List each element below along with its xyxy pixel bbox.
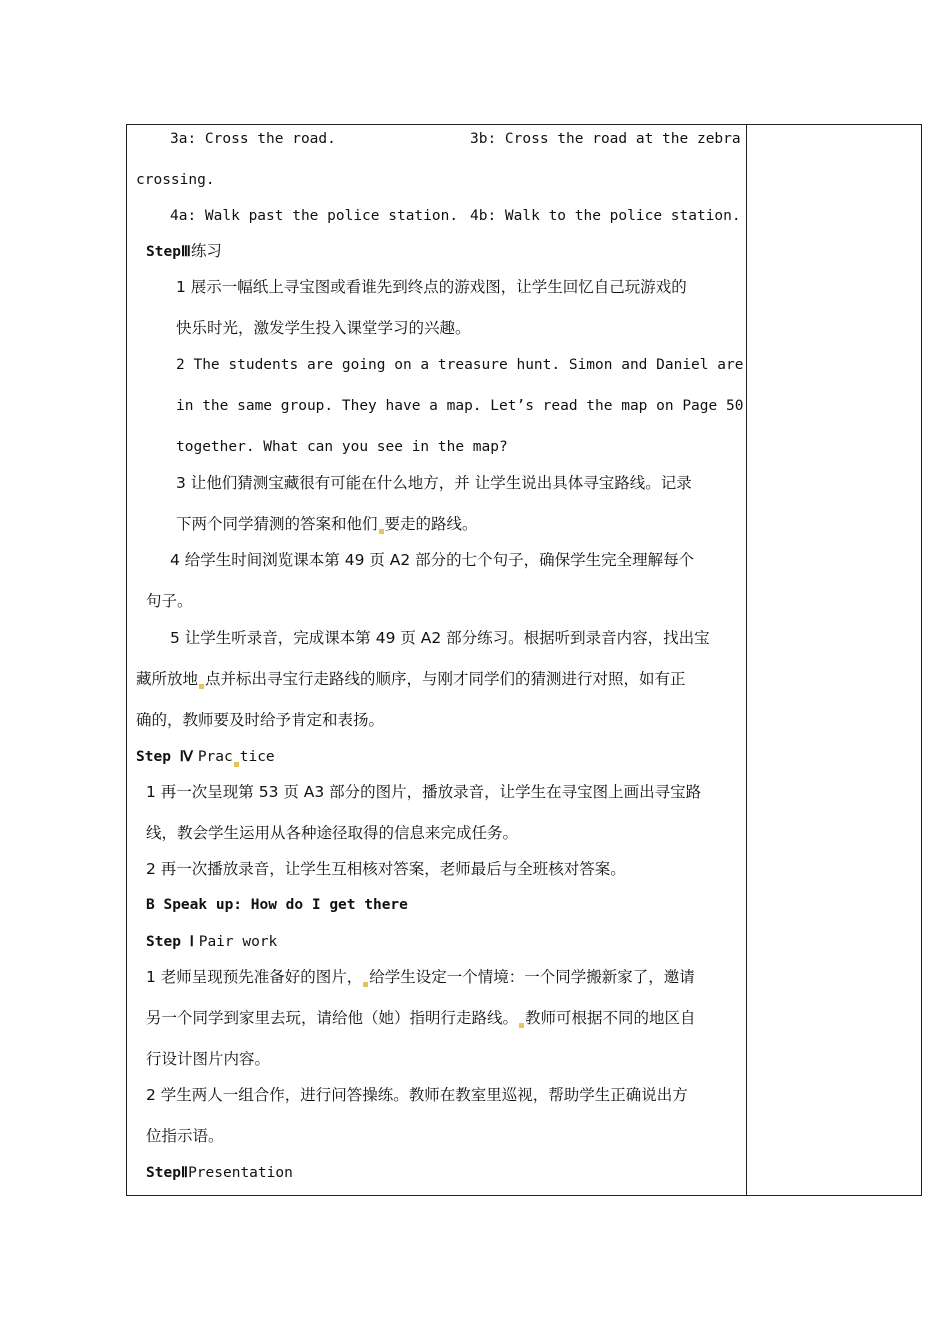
step3-title: 练习 xyxy=(190,242,222,260)
pair-1-line-1b: 给学生设定一个情境：一个同学搬新家了，邀请 xyxy=(369,968,695,986)
step4-title-a: Prac xyxy=(197,749,233,765)
paragraph-2-line-2: in the same group. They have a map. Let’s read the map on Page 50 xyxy=(176,398,744,414)
paragraph-2-line-3: together. What can you see in the map? xyxy=(176,439,508,455)
pair-1-line-2b: 教师可根据不同的地区自 xyxy=(525,1009,696,1027)
edit-mark xyxy=(234,762,239,767)
text-line-4b: 4b: Walk to the police station. xyxy=(470,208,741,224)
edit-mark xyxy=(363,982,368,987)
edit-mark xyxy=(199,684,204,689)
paragraph-3-line-1: 3 让他们猜测宝藏很有可能在什么地方，并 让学生说出具体寻宝路线。记录 xyxy=(176,474,692,492)
paragraph-3-line-2a: 下两个同学猜测的答案和他们 xyxy=(176,515,378,533)
step3-label: StepⅢ xyxy=(146,244,191,260)
step4-label: Step Ⅳ xyxy=(136,749,194,765)
step2-title: Presentation xyxy=(188,1165,293,1181)
paragraph-2-line-1: 2 The students are going on a treasure hunt. Simon and Daniel are xyxy=(176,357,744,373)
text-line-3a: 3a: Cross the road. xyxy=(170,131,336,147)
step1-title: Pair work xyxy=(198,934,278,950)
pair-1-line-2 xyxy=(146,1008,696,1028)
paragraph-4-line-1: 4 给学生时间浏览课本第 49 页 A2 部分的七个句子，确保学生完全理解每个 xyxy=(170,551,695,569)
paragraph-5-line-2a: 藏所放地 xyxy=(136,670,199,688)
paragraph-5-line-1: 5 让学生听录音，完成课本第 49 页 A2 部分练习。根据听到录音内容，找出宝 xyxy=(170,629,710,647)
step3-heading xyxy=(146,241,222,262)
pair-2-line-2: 位指示语。 xyxy=(146,1127,224,1145)
column-divider xyxy=(746,125,747,1195)
practice-1-line-1: 1 再一次呈现第 53 页 A3 部分的图片，播放录音，让学生在寻宝图上画出寻宝路 xyxy=(146,783,702,801)
paragraph-5-line-2 xyxy=(136,669,686,689)
step1-label: Step Ⅰ xyxy=(146,934,194,950)
edit-mark xyxy=(519,1023,524,1028)
text-line-crossing: crossing. xyxy=(136,172,215,188)
pair-1-line-3: 行设计图片内容。 xyxy=(146,1050,271,1068)
paragraph-1-line-1: 1 展示一幅纸上寻宝图或看谁先到终点的游戏图，让学生回忆自己玩游戏的 xyxy=(176,278,687,296)
paragraph-5-line-3: 确的，教师要及时给予肯定和表扬。 xyxy=(136,711,385,729)
text-line-3b: 3b: Cross the road at the zebra xyxy=(470,131,741,147)
practice-2: 2 再一次播放录音，让学生互相核对答案，老师最后与全班核对答案。 xyxy=(146,860,626,878)
pair-1-line-2a: 另一个同学到家里去玩，请给他（她）指明行走路线。 xyxy=(146,1009,519,1027)
step1-heading xyxy=(146,931,277,952)
paragraph-3-line-2b: 要走的路线。 xyxy=(384,515,478,533)
practice-1-line-2: 线，教会学生运用从各种途径取得的信息来完成任务。 xyxy=(146,824,519,842)
paragraph-3-line-2 xyxy=(176,514,478,534)
text-line-4a: 4a: Walk past the police station. xyxy=(170,208,459,224)
step4-title-b: tice xyxy=(239,749,275,765)
section-b-heading: B Speak up: How do I get there xyxy=(146,897,408,913)
paragraph-5-line-2b: 点并标出寻宝行走路线的顺序，与刚才同学们的猜测进行对照，如有正 xyxy=(205,670,686,688)
step4-heading xyxy=(136,746,275,767)
pair-1-line-1 xyxy=(146,967,695,987)
paragraph-1-line-2: 快乐时光，激发学生投入课堂学习的兴趣。 xyxy=(176,319,471,337)
pair-1-line-1a: 1 老师呈现预先准备好的图片， xyxy=(146,968,363,986)
step2-label: StepⅡ xyxy=(146,1165,189,1181)
step2-heading xyxy=(146,1162,293,1183)
pair-2-line-1: 2 学生两人一组合作，进行问答操练。教师在教室里巡视，帮助学生正确说出方 xyxy=(146,1086,688,1104)
paragraph-4-line-2: 句子。 xyxy=(146,592,193,610)
edit-mark xyxy=(379,529,384,534)
